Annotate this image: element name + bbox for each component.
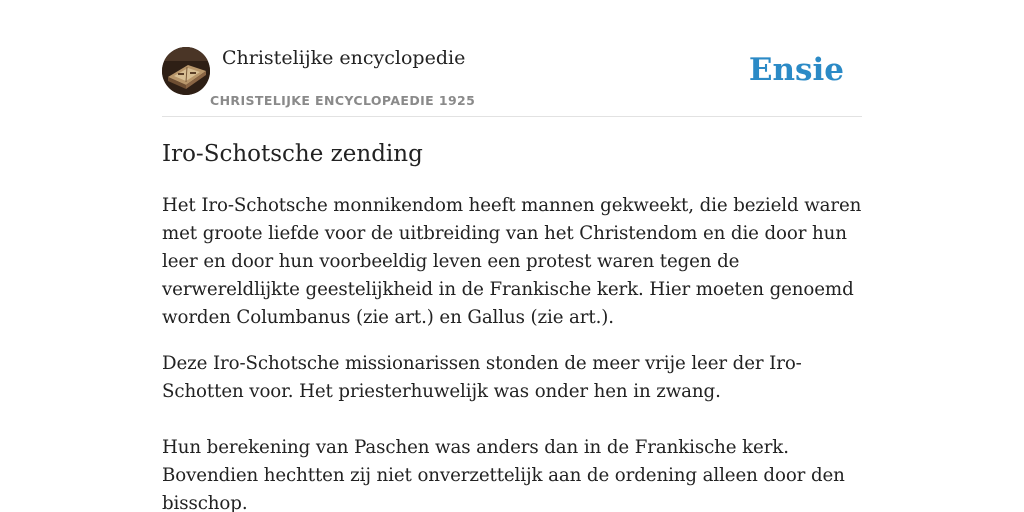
book-photo-icon[interactable]: [162, 47, 210, 95]
brand-logo[interactable]: Ensie: [748, 52, 844, 88]
article-paragraph: Hun berekening van Paschen was anders dan in de Frankische kerk. Bovendien hechtten zij niet onverzettelijk aan de ordening alleen door den bisschop.: [162, 437, 845, 512]
source-title[interactable]: Christelijke encyclopedie: [222, 47, 466, 69]
article-paragraph: Het Iro-Schotsche monnikendom heeft mannen gekweekt, die bezield waren met groote liefde voor de uitbreiding van het Christendom en die door hun leer en door hun voorbeeldig leven een protest waren tegen de verwereldlijkte geestelijkheid in de Frankische kerk. Hier moeten genoemd worden Columbanus (zie art.) en Gallus (zie art.).: [162, 195, 862, 328]
source-subtitle: CHRISTELIJKE ENCYCLOPAEDIE 1925: [210, 93, 476, 108]
source-header: [162, 46, 862, 117]
article-title: Iro-Schotsche zending: [162, 141, 423, 167]
article-paragraph: Deze Iro-Schotsche missionarissen stonden de meer vrije leer der Iro-Schotten voor. Het priesterhuwelijk was onder hen in zwang.: [162, 353, 802, 402]
article: [162, 138, 862, 512]
